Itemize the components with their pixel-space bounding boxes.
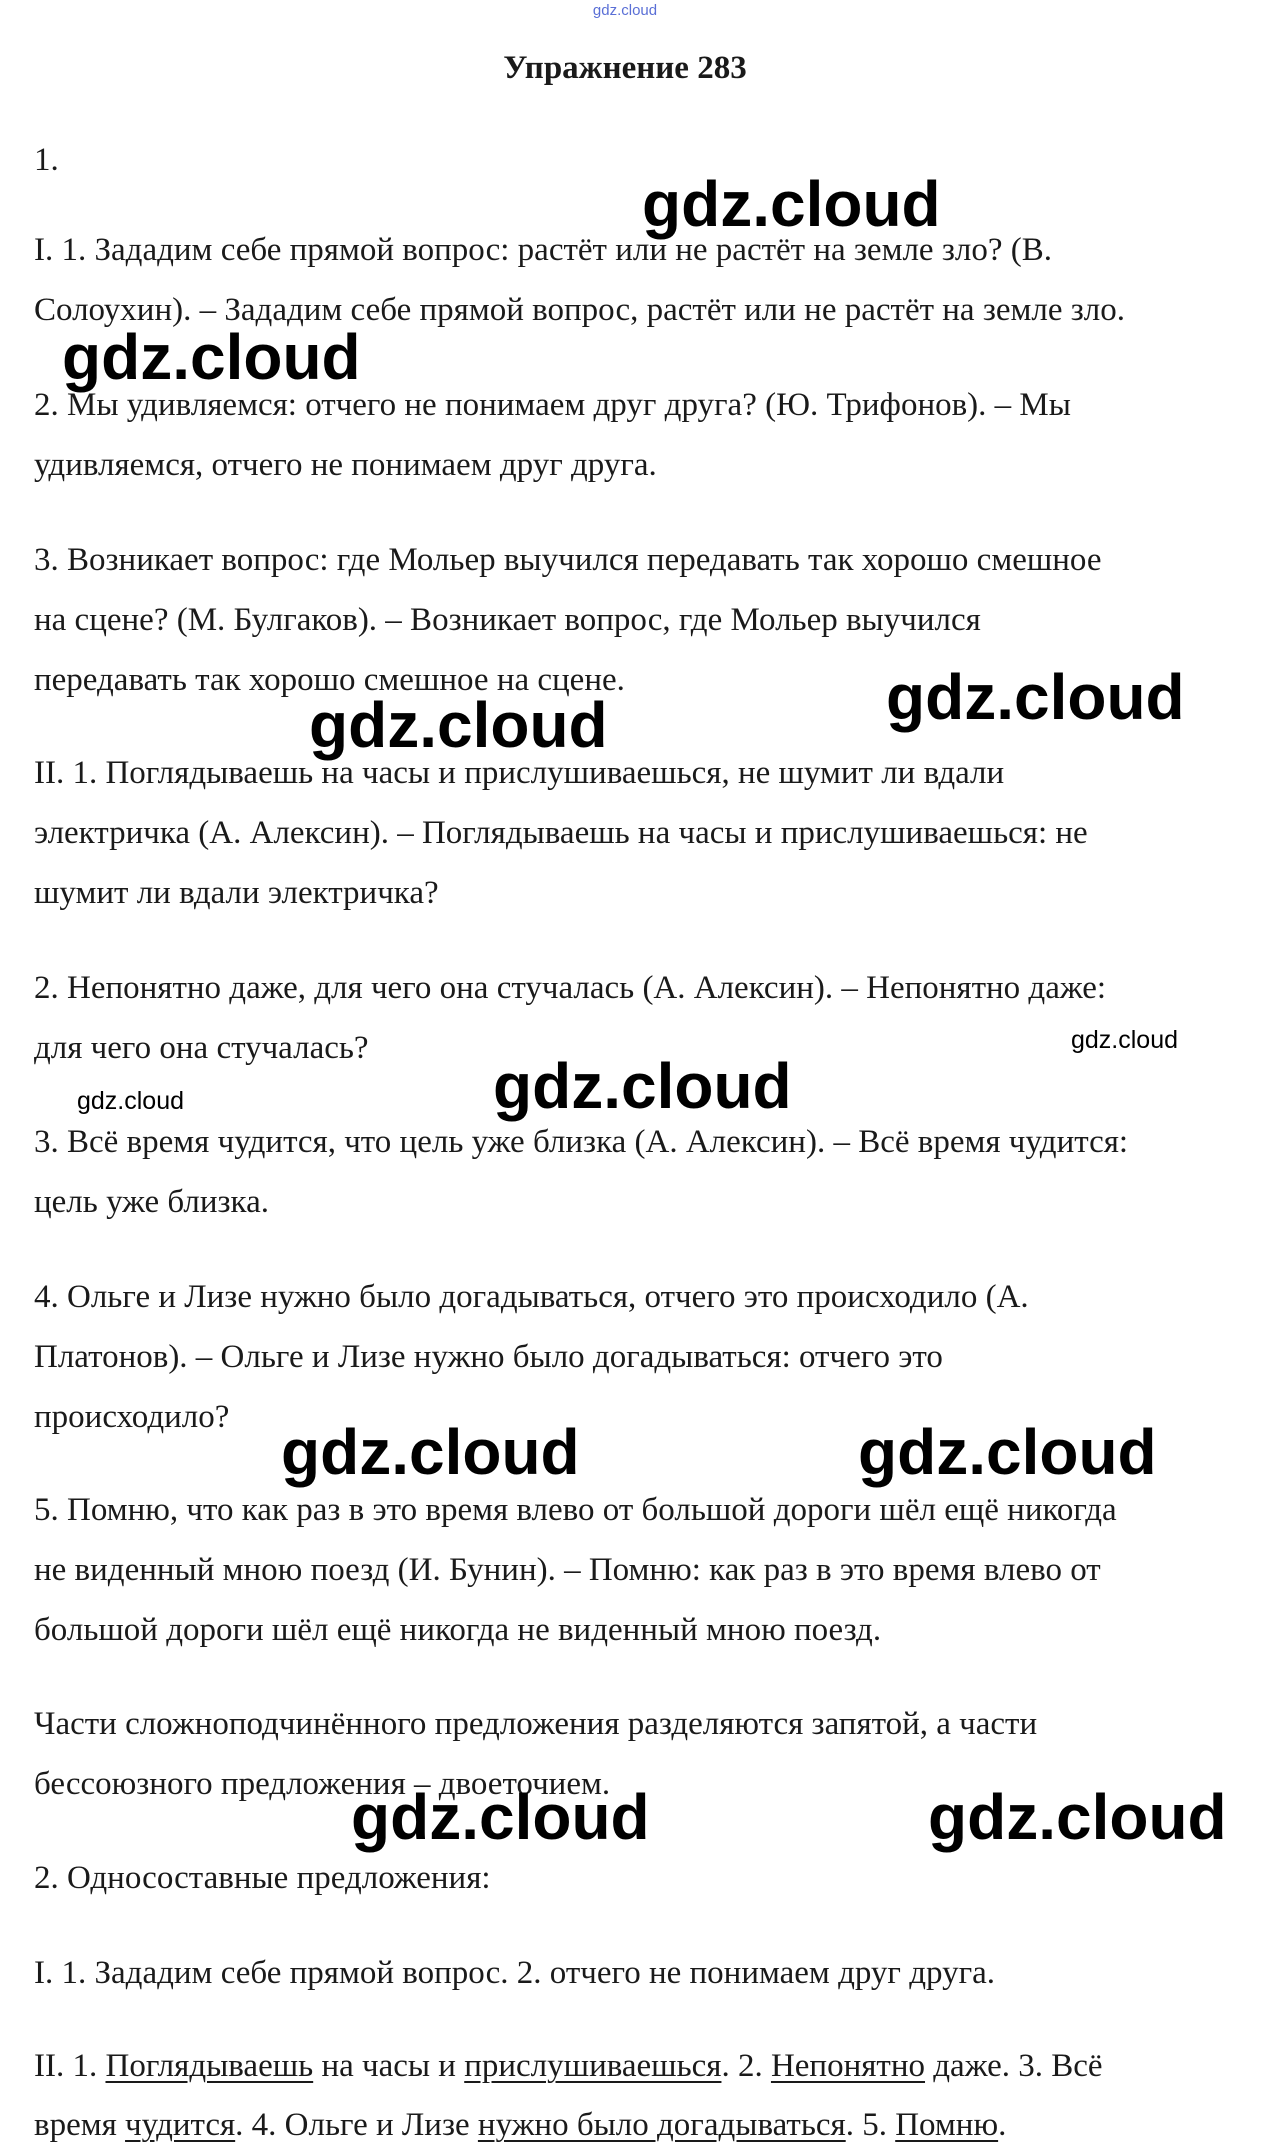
watermark: gdz.cloud bbox=[928, 1781, 1227, 1853]
text-line: Части сложноподчинённого предложения разделяются запятой, а части bbox=[34, 1706, 1038, 1742]
text-line: 4. Ольге и Лизе нужно было догадываться, отчего это происходило (А. bbox=[34, 1279, 1029, 1315]
text-span: . bbox=[998, 2107, 1007, 2143]
watermark: gdz.cloud bbox=[886, 661, 1185, 733]
text-line: I. 1. Зададим себе прямой вопрос: растёт или не растёт на земле зло? (В. bbox=[34, 232, 1052, 268]
text-line: II. 1. Поглядываешь на часы и прислушиваешься, не шумит ли вдали bbox=[34, 755, 1005, 791]
text-line: 3. Всё время чудится, что цель уже близка (А. Алексин). – Всё время чудится: bbox=[34, 1124, 1129, 1160]
text-line: 5. Помню, что как раз в это время влево от большой дороги шёл ещё никогда bbox=[34, 1492, 1117, 1528]
underlined-predicate: Поглядываешь bbox=[105, 2048, 314, 2084]
text-line: 1. bbox=[34, 142, 59, 178]
underlined-answer-line bbox=[34, 2046, 1103, 2086]
text-line: Платонов). – Ольге и Лизе нужно было догадываться: отчего это bbox=[34, 1339, 943, 1375]
watermark-small: gdz.cloud bbox=[1071, 1026, 1179, 1054]
watermark: gdz.cloud bbox=[281, 1416, 580, 1488]
text-line: 3. Возникает вопрос: где Мольер выучился передавать так хорошо смешное bbox=[34, 542, 1102, 578]
underlined-answer-line bbox=[34, 2105, 1006, 2145]
text-line: 2. Мы удивляемся: отчего не понимаем друг друга? (Ю. Трифонов). – Мы bbox=[34, 387, 1071, 423]
text-line: I. 1. Зададим себе прямой вопрос. 2. отчего не понимаем друг друга. bbox=[34, 1955, 995, 1991]
text-line: передавать так хорошо смешное на сцене. bbox=[34, 662, 625, 698]
text-line: на сцене? (М. Булгаков). – Возникает вопрос, где Мольер выучился bbox=[34, 602, 981, 638]
text-line: не виденный мною поезд (И. Бунин). – Помню: как раз в это время влево от bbox=[34, 1552, 1101, 1588]
text-line: 2. Односоставные предложения: bbox=[34, 1860, 491, 1896]
watermark: gdz.cloud bbox=[309, 689, 608, 761]
watermark: gdz.cloud bbox=[351, 1781, 650, 1853]
text-span: время bbox=[34, 2107, 126, 2143]
text-line: происходило? bbox=[34, 1399, 230, 1435]
text-span: . 5. bbox=[845, 2107, 896, 2143]
text-line: шумит ли вдали электричка? bbox=[34, 875, 439, 911]
text-span: II. 1. bbox=[34, 2048, 106, 2084]
text-line: большой дороги шёл ещё никогда не виденный мною поезд. bbox=[34, 1612, 882, 1648]
watermark-small: gdz.cloud bbox=[77, 1087, 185, 1115]
text-line: электричка (А. Алексин). – Поглядываешь на часы и прислушиваешься: не bbox=[34, 815, 1088, 851]
top-watermark: gdz.cloud bbox=[592, 2, 658, 19]
text-line: 2. Непонятно даже, для чего она стучалась (А. Алексин). – Непонятно даже: bbox=[34, 970, 1107, 1006]
text-span: . 2. bbox=[721, 2048, 771, 2084]
underlined-predicate: Помню bbox=[895, 2107, 999, 2143]
text-line: удивляемся, отчего не понимаем друг друга. bbox=[34, 447, 657, 483]
text-span: . 4. Ольге и Лизе bbox=[235, 2107, 478, 2143]
watermark: gdz.cloud bbox=[858, 1416, 1157, 1488]
exercise-title: Упражнение 283 bbox=[503, 50, 747, 86]
underlined-predicate: прислушиваешься bbox=[464, 2048, 722, 2084]
text-line: Солоухин). – Зададим себе прямой вопрос, растёт или не растёт на земле зло. bbox=[34, 292, 1126, 328]
text-line: бессоюзного предложения – двоеточием. bbox=[34, 1766, 611, 1802]
watermark: gdz.cloud bbox=[493, 1050, 792, 1122]
text-span: даже. 3. Всё bbox=[925, 2048, 1103, 2084]
underlined-predicate: нужно было догадываться bbox=[477, 2107, 846, 2143]
underlined-predicate: чудится bbox=[125, 2107, 236, 2143]
underlined-predicate: Непонятно bbox=[770, 2048, 926, 2084]
text-line: цель уже близка. bbox=[34, 1184, 269, 1220]
text-line: для чего она стучалась? bbox=[34, 1030, 369, 1066]
text-span: на часы и bbox=[313, 2048, 465, 2084]
watermark: gdz.cloud bbox=[642, 168, 941, 240]
watermark: gdz.cloud bbox=[62, 321, 361, 393]
